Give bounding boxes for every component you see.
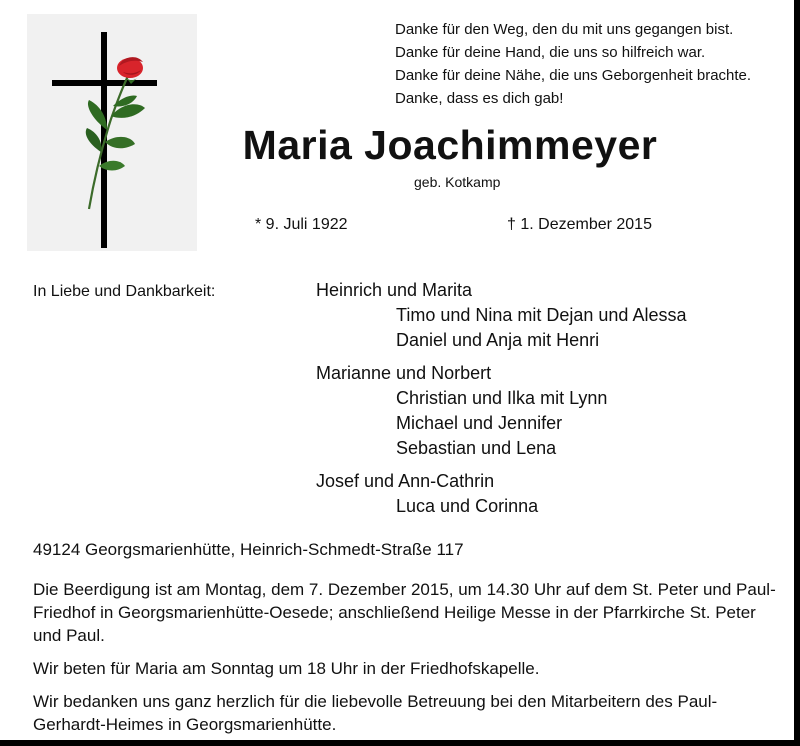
notice-details <box>33 578 783 746</box>
family-child: Luca und Corinna <box>396 496 539 516</box>
family-parents: Marianne und Norbert <box>316 363 492 383</box>
gratitude-info: Wir bedanken uns ganz herzlich für die liebevolle Betreuung bei den Mitarbeitern des Paul-Gerhardt-Heimes in Georgsmarienhütte. <box>33 692 718 734</box>
mourners-list <box>316 278 686 527</box>
mourners-heading: In Liebe und Dankbarkeit: <box>33 283 216 300</box>
family-parents: Heinrich und Marita <box>316 280 473 300</box>
maiden-name: geb. Kotkamp <box>414 174 501 190</box>
cross-with-rose-icon <box>27 14 197 251</box>
poem-line: Danke für deine Nähe, die uns Geborgenheit brachte. <box>395 67 752 84</box>
rose-bloom <box>117 57 143 84</box>
poem <box>395 18 751 110</box>
poem-line: Danke für deine Hand, die uns so hilfreich war. <box>395 44 706 61</box>
family-group <box>316 361 686 461</box>
deceased-name: Maria Joachimmeyer <box>242 122 658 168</box>
family-group <box>316 469 686 519</box>
family-child: Sebastian und Lena <box>396 438 557 458</box>
death-date: † 1. Dezember 2015 <box>507 216 652 233</box>
family-child: Timo und Nina mit Dejan und Alessa <box>396 305 687 325</box>
cross-with-rose-graphic <box>27 14 197 251</box>
mourning-address: 49124 Georgsmarienhütte, Heinrich-Schmedt-Straße 117 <box>33 540 464 559</box>
family-group <box>316 278 686 353</box>
poem-line: Danke für den Weg, den du mit uns gegangen bist. <box>395 21 734 38</box>
cross-horizontal-beam <box>52 80 157 86</box>
family-child: Daniel und Anja mit Henri <box>396 330 600 350</box>
family-child: Christian und Ilka mit Lynn <box>396 388 608 408</box>
prayer-info: Wir beten für Maria am Sonntag um 18 Uhr in der Friedhofskapelle. <box>33 659 540 678</box>
rose-leaf <box>86 128 102 152</box>
family-child: Michael und Jennifer <box>396 413 563 433</box>
funeral-info: Die Beerdigung ist am Montag, dem 7. Dezember 2015, um 14.30 Uhr auf dem St. Peter und Paul-Friedhof in Georgsmarienhütte-Oesede; anschließend Heilige Messe in der Pfarrkirche St. Peter und Paul. <box>33 580 776 645</box>
family-parents: Josef und Ann-Cathrin <box>316 471 495 491</box>
rose-leaf <box>105 137 135 148</box>
poem-line: Danke, dass es dich gab! <box>395 90 564 107</box>
birth-date: * 9. Juli 1922 <box>255 216 348 233</box>
